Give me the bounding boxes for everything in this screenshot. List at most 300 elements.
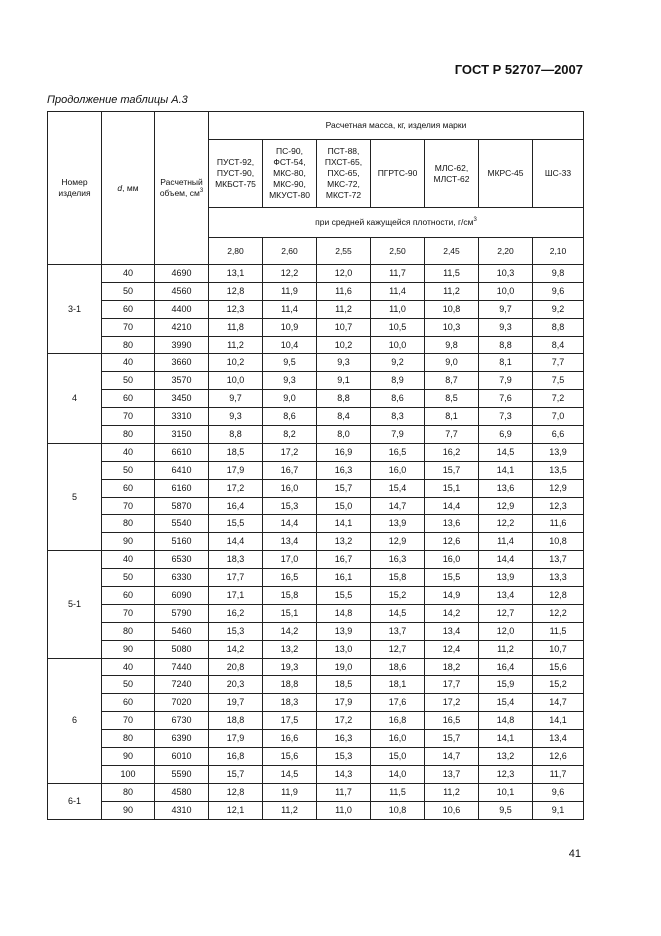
mass-cell: 8,3 bbox=[371, 408, 425, 426]
mass-cell: 7,9 bbox=[479, 372, 533, 390]
mass-cell: 16,4 bbox=[209, 497, 263, 515]
mass-cell: 7,6 bbox=[479, 390, 533, 408]
mass-cell: 12,9 bbox=[533, 479, 584, 497]
mass-cell: 15,7 bbox=[209, 765, 263, 783]
table-row bbox=[48, 515, 584, 533]
mass-cell: 12,2 bbox=[533, 604, 584, 622]
mass-cell: 19,3 bbox=[263, 658, 317, 676]
mass-cell: 15,7 bbox=[317, 479, 371, 497]
mass-cell: 10,6 bbox=[425, 801, 479, 819]
mass-cell: 17,0 bbox=[263, 551, 317, 569]
brand-header: ШС-33 bbox=[533, 140, 584, 208]
mass-cell: 13,4 bbox=[263, 533, 317, 551]
mass-cell: 13,3 bbox=[533, 569, 584, 587]
density-value: 2,60 bbox=[263, 238, 317, 265]
diameter-cell: 40 bbox=[102, 443, 155, 461]
density-value: 2,80 bbox=[209, 238, 263, 265]
mass-cell: 14,5 bbox=[263, 765, 317, 783]
mass-cell: 11,7 bbox=[371, 265, 425, 283]
mass-cell: 13,5 bbox=[533, 461, 584, 479]
mass-cell: 15,7 bbox=[425, 461, 479, 479]
table-row bbox=[48, 265, 584, 283]
table-row bbox=[48, 443, 584, 461]
volume-cell: 6160 bbox=[155, 479, 209, 497]
diameter-cell: 70 bbox=[102, 497, 155, 515]
mass-cell: 14,9 bbox=[425, 587, 479, 605]
mass-cell: 12,9 bbox=[479, 497, 533, 515]
mass-cell: 15,2 bbox=[533, 676, 584, 694]
mass-cell: 10,7 bbox=[317, 318, 371, 336]
volume-cell: 5540 bbox=[155, 515, 209, 533]
mass-cell: 13,1 bbox=[209, 265, 263, 283]
brand-header: МЛС-62, МЛСТ-62 bbox=[425, 140, 479, 208]
diameter-cell: 90 bbox=[102, 640, 155, 658]
mass-cell: 19,7 bbox=[209, 694, 263, 712]
diameter-cell: 60 bbox=[102, 390, 155, 408]
mass-cell: 10,8 bbox=[533, 533, 584, 551]
mass-cell: 18,6 bbox=[371, 658, 425, 676]
mass-cell: 13,7 bbox=[533, 551, 584, 569]
mass-cell: 11,0 bbox=[317, 801, 371, 819]
mass-cell: 15,4 bbox=[479, 694, 533, 712]
brand-header: ПГРТС-90 bbox=[371, 140, 425, 208]
volume-cell: 3570 bbox=[155, 372, 209, 390]
mass-cell: 12,2 bbox=[479, 515, 533, 533]
volume-cell: 6010 bbox=[155, 748, 209, 766]
item-number-cell: 4 bbox=[48, 354, 102, 443]
mass-cell: 9,5 bbox=[479, 801, 533, 819]
mass-cell: 15,9 bbox=[479, 676, 533, 694]
density-header: при средней кажущейся плотности, $г/см^3$ bbox=[209, 208, 584, 238]
mass-cell: 9,1 bbox=[317, 372, 371, 390]
mass-cell: 11,2 bbox=[425, 783, 479, 801]
volume-cell: 4580 bbox=[155, 783, 209, 801]
diameter-cell: 70 bbox=[102, 604, 155, 622]
mass-cell: 9,5 bbox=[263, 354, 317, 372]
volume-cell: 5160 bbox=[155, 533, 209, 551]
table-row bbox=[48, 765, 584, 783]
mass-cell: 14,7 bbox=[371, 497, 425, 515]
table-row bbox=[48, 676, 584, 694]
table-row bbox=[48, 354, 584, 372]
mass-cell: 13,6 bbox=[425, 515, 479, 533]
mass-cell: 10,1 bbox=[479, 783, 533, 801]
mass-cell: 11,4 bbox=[263, 300, 317, 318]
mass-cell: 8,6 bbox=[263, 408, 317, 426]
diameter-cell: 80 bbox=[102, 730, 155, 748]
mass-group-header: Расчетная масса, кг, изделия марки bbox=[209, 112, 584, 140]
volume-cell: 3990 bbox=[155, 336, 209, 354]
mass-cell: 14,2 bbox=[263, 622, 317, 640]
mass-cell: 15,5 bbox=[209, 515, 263, 533]
mass-cell: 14,2 bbox=[425, 604, 479, 622]
mass-cell: 16,2 bbox=[425, 443, 479, 461]
mass-cell: 12,6 bbox=[533, 748, 584, 766]
brand-header: ПС-90, ФСТ-54, МКС-80, МКС-90, МКУСТ-80 bbox=[263, 140, 317, 208]
mass-cell: 13,7 bbox=[371, 622, 425, 640]
mass-cell: 12,0 bbox=[479, 622, 533, 640]
diameter-cell: 80 bbox=[102, 515, 155, 533]
mass-cell: 9,7 bbox=[209, 390, 263, 408]
diameter-cell: 40 bbox=[102, 551, 155, 569]
mass-cell: 16,3 bbox=[317, 461, 371, 479]
mass-cell: 9,6 bbox=[533, 783, 584, 801]
diameter-cell: 70 bbox=[102, 318, 155, 336]
mass-cell: 17,2 bbox=[317, 712, 371, 730]
mass-cell: 8,2 bbox=[263, 426, 317, 444]
mass-cell: 11,9 bbox=[263, 282, 317, 300]
table-row bbox=[48, 300, 584, 318]
mass-cell: 12,4 bbox=[425, 640, 479, 658]
mass-cell: 7,2 bbox=[533, 390, 584, 408]
mass-cell: 10,3 bbox=[479, 265, 533, 283]
mass-cell: 11,5 bbox=[371, 783, 425, 801]
mass-cell: 20,3 bbox=[209, 676, 263, 694]
diameter-cell: 70 bbox=[102, 408, 155, 426]
mass-cell: 16,8 bbox=[209, 748, 263, 766]
mass-cell: 11,2 bbox=[425, 282, 479, 300]
mass-cell: 17,7 bbox=[209, 569, 263, 587]
item-number-cell: 6-1 bbox=[48, 783, 102, 819]
table-row bbox=[48, 533, 584, 551]
volume-cell: 5790 bbox=[155, 604, 209, 622]
mass-cell: 15,3 bbox=[209, 622, 263, 640]
mass-cell: 9,0 bbox=[425, 354, 479, 372]
table-row bbox=[48, 479, 584, 497]
mass-cell: 16,7 bbox=[317, 551, 371, 569]
mass-cell: 15,0 bbox=[371, 748, 425, 766]
diameter-cell: 50 bbox=[102, 569, 155, 587]
mass-cell: 9,1 bbox=[533, 801, 584, 819]
density-value: 2,45 bbox=[425, 238, 479, 265]
mass-cell: 7,0 bbox=[533, 408, 584, 426]
mass-cell: 10,4 bbox=[263, 336, 317, 354]
mass-cell: 13,9 bbox=[479, 569, 533, 587]
table-row bbox=[48, 318, 584, 336]
volume-cell: 6330 bbox=[155, 569, 209, 587]
mass-cell: 17,5 bbox=[263, 712, 317, 730]
mass-cell: 11,0 bbox=[371, 300, 425, 318]
mass-cell: 18,8 bbox=[263, 676, 317, 694]
diameter-cell: 50 bbox=[102, 372, 155, 390]
volume-cell: 6410 bbox=[155, 461, 209, 479]
diameter-cell: 70 bbox=[102, 712, 155, 730]
mass-cell: 18,8 bbox=[209, 712, 263, 730]
mass-cell: 14,4 bbox=[209, 533, 263, 551]
mass-cell: 17,2 bbox=[425, 694, 479, 712]
volume-cell: 4690 bbox=[155, 265, 209, 283]
diameter-header: d, мм bbox=[102, 112, 155, 265]
mass-cell: 8,5 bbox=[425, 390, 479, 408]
volume-cell: 7440 bbox=[155, 658, 209, 676]
mass-cell: 8,9 bbox=[371, 372, 425, 390]
table-row bbox=[48, 640, 584, 658]
mass-cell: 16,8 bbox=[371, 712, 425, 730]
volume-cell: 4560 bbox=[155, 282, 209, 300]
mass-cell: 17,9 bbox=[317, 694, 371, 712]
diameter-cell: 40 bbox=[102, 265, 155, 283]
volume-header: Расчетный объем, $см^3$ bbox=[155, 112, 209, 265]
diameter-cell: 60 bbox=[102, 587, 155, 605]
mass-cell: 8,8 bbox=[533, 318, 584, 336]
volume-cell: 3660 bbox=[155, 354, 209, 372]
mass-cell: 14,4 bbox=[263, 515, 317, 533]
mass-cell: 18,3 bbox=[263, 694, 317, 712]
mass-cell: 10,8 bbox=[371, 801, 425, 819]
mass-cell: 14,4 bbox=[425, 497, 479, 515]
mass-cell: 13,0 bbox=[317, 640, 371, 658]
volume-cell: 3150 bbox=[155, 426, 209, 444]
diameter-cell: 90 bbox=[102, 801, 155, 819]
mass-cell: 12,0 bbox=[317, 265, 371, 283]
mass-cell: 14,0 bbox=[371, 765, 425, 783]
mass-cell: 11,2 bbox=[317, 300, 371, 318]
mass-cell: 9,6 bbox=[533, 282, 584, 300]
table-body bbox=[48, 265, 584, 820]
diameter-cell: 40 bbox=[102, 354, 155, 372]
mass-cell: 10,5 bbox=[371, 318, 425, 336]
table-row bbox=[48, 801, 584, 819]
mass-cell: 8,7 bbox=[425, 372, 479, 390]
mass-cell: 15,6 bbox=[263, 748, 317, 766]
diameter-cell: 100 bbox=[102, 765, 155, 783]
mass-cell: 8,1 bbox=[425, 408, 479, 426]
mass-cell: 14,5 bbox=[371, 604, 425, 622]
volume-cell: 3310 bbox=[155, 408, 209, 426]
diameter-cell: 80 bbox=[102, 426, 155, 444]
diameter-cell: 60 bbox=[102, 479, 155, 497]
mass-table bbox=[47, 111, 584, 820]
volume-cell: 4210 bbox=[155, 318, 209, 336]
mass-cell: 10,0 bbox=[371, 336, 425, 354]
mass-cell: 10,2 bbox=[209, 354, 263, 372]
volume-cell: 6610 bbox=[155, 443, 209, 461]
mass-cell: 14,4 bbox=[479, 551, 533, 569]
density-value: 2,10 bbox=[533, 238, 584, 265]
mass-cell: 15,4 bbox=[371, 479, 425, 497]
mass-cell: 15,5 bbox=[425, 569, 479, 587]
table-row bbox=[48, 730, 584, 748]
mass-cell: 12,8 bbox=[209, 282, 263, 300]
volume-cell: 7020 bbox=[155, 694, 209, 712]
mass-cell: 12,1 bbox=[209, 801, 263, 819]
diameter-cell: 50 bbox=[102, 282, 155, 300]
table-row bbox=[48, 408, 584, 426]
table-row bbox=[48, 658, 584, 676]
mass-cell: 13,4 bbox=[479, 587, 533, 605]
mass-cell: 14,5 bbox=[479, 443, 533, 461]
mass-cell: 16,3 bbox=[371, 551, 425, 569]
mass-cell: 8,6 bbox=[371, 390, 425, 408]
table-row bbox=[48, 426, 584, 444]
mass-cell: 9,8 bbox=[425, 336, 479, 354]
table-row bbox=[48, 497, 584, 515]
mass-cell: 14,8 bbox=[317, 604, 371, 622]
mass-cell: 8,8 bbox=[209, 426, 263, 444]
table-row bbox=[48, 569, 584, 587]
mass-cell: 9,0 bbox=[263, 390, 317, 408]
brand-header: МКРС-45 bbox=[479, 140, 533, 208]
volume-cell: 6390 bbox=[155, 730, 209, 748]
mass-cell: 14,1 bbox=[479, 730, 533, 748]
mass-cell: 18,5 bbox=[209, 443, 263, 461]
mass-cell: 11,7 bbox=[533, 765, 584, 783]
mass-cell: 11,4 bbox=[479, 533, 533, 551]
brand-header: ПСТ-88, ПХСТ-65, ПХС-65, МКС-72, МКСТ-72 bbox=[317, 140, 371, 208]
mass-cell: 15,5 bbox=[317, 587, 371, 605]
diameter-cell: 90 bbox=[102, 533, 155, 551]
mass-cell: 16,4 bbox=[479, 658, 533, 676]
mass-cell: 12,3 bbox=[479, 765, 533, 783]
mass-cell: 12,6 bbox=[425, 533, 479, 551]
mass-cell: 6,6 bbox=[533, 426, 584, 444]
table-row bbox=[48, 694, 584, 712]
diameter-cell: 60 bbox=[102, 694, 155, 712]
mass-cell: 16,0 bbox=[371, 461, 425, 479]
mass-cell: 9,3 bbox=[209, 408, 263, 426]
mass-cell: 8,0 bbox=[317, 426, 371, 444]
mass-cell: 7,9 bbox=[371, 426, 425, 444]
mass-cell: 16,0 bbox=[263, 479, 317, 497]
item-number-cell: 6 bbox=[48, 658, 102, 783]
table-row bbox=[48, 604, 584, 622]
mass-cell: 13,9 bbox=[371, 515, 425, 533]
mass-cell: 13,9 bbox=[533, 443, 584, 461]
mass-cell: 8,4 bbox=[317, 408, 371, 426]
mass-cell: 15,8 bbox=[371, 569, 425, 587]
diameter-cell: 60 bbox=[102, 300, 155, 318]
mass-cell: 7,5 bbox=[533, 372, 584, 390]
mass-cell: 13,4 bbox=[425, 622, 479, 640]
diameter-cell: 90 bbox=[102, 748, 155, 766]
mass-cell: 8,1 bbox=[479, 354, 533, 372]
mass-cell: 14,1 bbox=[317, 515, 371, 533]
volume-cell: 7240 bbox=[155, 676, 209, 694]
mass-cell: 15,0 bbox=[317, 497, 371, 515]
mass-cell: 12,3 bbox=[209, 300, 263, 318]
mass-cell: 9,3 bbox=[479, 318, 533, 336]
mass-cell: 10,9 bbox=[263, 318, 317, 336]
mass-cell: 14,2 bbox=[209, 640, 263, 658]
volume-cell: 3450 bbox=[155, 390, 209, 408]
volume-cell: 5080 bbox=[155, 640, 209, 658]
mass-cell: 11,7 bbox=[317, 783, 371, 801]
item-number-header: Номер изделия bbox=[48, 112, 102, 265]
mass-cell: 12,7 bbox=[479, 604, 533, 622]
mass-cell: 15,7 bbox=[425, 730, 479, 748]
mass-cell: 16,1 bbox=[317, 569, 371, 587]
mass-cell: 10,2 bbox=[317, 336, 371, 354]
diameter-cell: 80 bbox=[102, 336, 155, 354]
mass-cell: 9,7 bbox=[479, 300, 533, 318]
mass-cell: 11,6 bbox=[317, 282, 371, 300]
mass-cell: 17,7 bbox=[425, 676, 479, 694]
volume-cell: 5870 bbox=[155, 497, 209, 515]
mass-cell: 16,5 bbox=[263, 569, 317, 587]
mass-cell: 16,5 bbox=[371, 443, 425, 461]
mass-cell: 14,8 bbox=[479, 712, 533, 730]
mass-cell: 7,3 bbox=[479, 408, 533, 426]
mass-cell: 15,1 bbox=[425, 479, 479, 497]
mass-cell: 11,6 bbox=[533, 515, 584, 533]
mass-cell: 13,2 bbox=[317, 533, 371, 551]
mass-cell: 16,5 bbox=[425, 712, 479, 730]
mass-cell: 8,4 bbox=[533, 336, 584, 354]
volume-cell: 4400 bbox=[155, 300, 209, 318]
item-number-cell: 3-1 bbox=[48, 265, 102, 354]
mass-cell: 12,8 bbox=[533, 587, 584, 605]
mass-cell: 11,2 bbox=[479, 640, 533, 658]
table-row bbox=[48, 390, 584, 408]
mass-cell: 6,9 bbox=[479, 426, 533, 444]
mass-cell: 17,9 bbox=[209, 461, 263, 479]
volume-cell: 6730 bbox=[155, 712, 209, 730]
mass-cell: 11,5 bbox=[425, 265, 479, 283]
mass-cell: 9,8 bbox=[533, 265, 584, 283]
mass-cell: 15,3 bbox=[317, 748, 371, 766]
table-row bbox=[48, 783, 584, 801]
mass-cell: 11,2 bbox=[209, 336, 263, 354]
mass-cell: 13,4 bbox=[533, 730, 584, 748]
mass-cell: 15,8 bbox=[263, 587, 317, 605]
mass-cell: 10,0 bbox=[479, 282, 533, 300]
mass-cell: 17,1 bbox=[209, 587, 263, 605]
volume-cell: 4310 bbox=[155, 801, 209, 819]
mass-cell: 13,2 bbox=[263, 640, 317, 658]
mass-cell: 7,7 bbox=[533, 354, 584, 372]
mass-cell: 16,6 bbox=[263, 730, 317, 748]
mass-cell: 16,7 bbox=[263, 461, 317, 479]
mass-cell: 16,0 bbox=[425, 551, 479, 569]
table-row bbox=[48, 336, 584, 354]
mass-cell: 10,0 bbox=[209, 372, 263, 390]
mass-cell: 12,7 bbox=[371, 640, 425, 658]
mass-cell: 8,8 bbox=[479, 336, 533, 354]
mass-cell: 13,9 bbox=[317, 622, 371, 640]
mass-cell: 12,3 bbox=[533, 497, 584, 515]
density-value: 2,20 bbox=[479, 238, 533, 265]
mass-cell: 18,2 bbox=[425, 658, 479, 676]
mass-cell: 11,8 bbox=[209, 318, 263, 336]
mass-cell: 15,2 bbox=[371, 587, 425, 605]
mass-cell: 15,6 bbox=[533, 658, 584, 676]
mass-cell: 16,0 bbox=[371, 730, 425, 748]
mass-cell: 9,3 bbox=[263, 372, 317, 390]
volume-cell: 6530 bbox=[155, 551, 209, 569]
diameter-cell: 50 bbox=[102, 676, 155, 694]
mass-cell: 10,7 bbox=[533, 640, 584, 658]
mass-cell: 10,3 bbox=[425, 318, 479, 336]
mass-cell: 14,7 bbox=[533, 694, 584, 712]
table-row bbox=[48, 622, 584, 640]
mass-cell: 15,1 bbox=[263, 604, 317, 622]
mass-cell: 17,6 bbox=[371, 694, 425, 712]
mass-cell: 12,2 bbox=[263, 265, 317, 283]
table-row bbox=[48, 461, 584, 479]
diameter-cell: 50 bbox=[102, 461, 155, 479]
mass-cell: 17,2 bbox=[209, 479, 263, 497]
mass-cell: 12,8 bbox=[209, 783, 263, 801]
mass-cell: 9,2 bbox=[371, 354, 425, 372]
table-row bbox=[48, 372, 584, 390]
mass-cell: 14,7 bbox=[425, 748, 479, 766]
mass-cell: 11,4 bbox=[371, 282, 425, 300]
standard-number: ГОСТ Р 52707—2007 bbox=[454, 62, 583, 77]
volume-cell: 5590 bbox=[155, 765, 209, 783]
mass-cell: 18,1 bbox=[371, 676, 425, 694]
mass-cell: 13,7 bbox=[425, 765, 479, 783]
diameter-cell: 80 bbox=[102, 783, 155, 801]
